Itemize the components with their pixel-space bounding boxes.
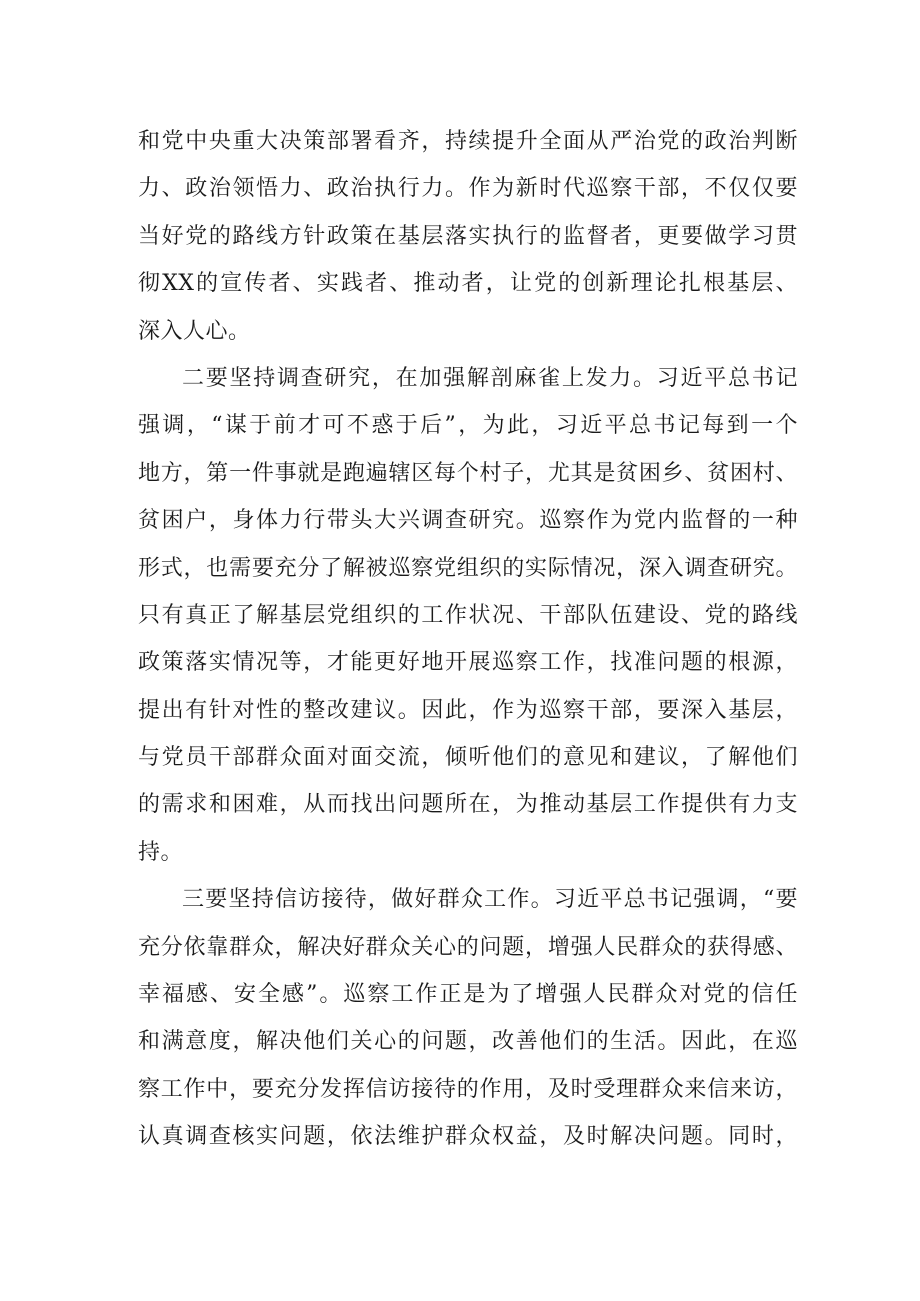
paragraph-1-line-1: 和党中央重大决策部署看齐，持续提升全面从严治党的政治判断	[138, 129, 798, 154]
document-body	[138, 118, 798, 1161]
paragraph-3-line-6: 认真调查核实问题，依法维护群众权益，及时解决问题。同时，	[138, 1124, 798, 1150]
paragraph-2-line-1: 二要坚持调查研究，在加强解剖麻雀上发力。习近平总书记	[182, 365, 798, 391]
paragraph-1-line-5: 深入人心。	[138, 318, 251, 344]
paragraph-2-line-2: 强调，“谋于前才可不惑于后”，为此，习近平总书记每到一个	[138, 413, 798, 439]
paragraph-2-line-7: 政策落实情况等，才能更好地开展巡察工作，找准问题的根源，	[138, 650, 798, 676]
paragraph-2-line-11: 持。	[138, 839, 184, 865]
paragraph-2-line-6: 只有真正了解基层党组织的工作状况、干部队伍建设、党的路线	[138, 602, 798, 628]
paragraph-3-line-3: 幸福感、安全感”。巡察工作正是为了增强人民群众对党的信任	[138, 982, 798, 1008]
paragraph-1-line-4: 彻XX的宣传者、实践者、推动者，让党的创新理论扎根基层、	[138, 271, 798, 297]
paragraph-2-line-5: 形式，也需要充分了解被巡察党组织的实际情况，深入调查研究。	[138, 555, 798, 581]
paragraph-3-line-1: 三要坚持信访接待，做好群众工作。习近平总书记强调，“要	[182, 887, 798, 913]
paragraph-1-line-3: 当好党的路线方针政策在基层落实执行的监督者，更要做学习贯	[138, 223, 798, 249]
paragraph-3-line-2: 充分依靠群众，解决好群众关心的问题，增强人民群众的获得感、	[138, 934, 798, 960]
paragraph-2-line-3: 地方，第一件事就是跑遍辖区每个村子，尤其是贫困乡、贫困村、	[138, 460, 798, 486]
paragraph-2-line-4: 贫困户，身体力行带头大兴调查研究。巡察作为党内监督的一种	[138, 508, 798, 534]
paragraph-3-line-4: 和满意度，解决他们关心的问题，改善他们的生活。因此，在巡	[138, 1029, 798, 1055]
paragraph-2-line-10: 的需求和困难，从而找出问题所在，为推动基层工作提供有力支	[138, 792, 798, 818]
paragraph-2-line-9: 与党员干部群众面对面交流，倾听他们的意见和建议，了解他们	[138, 745, 798, 771]
paragraph-3-line-5: 察工作中，要充分发挥信访接待的作用，及时受理群众来信来访，	[138, 1076, 798, 1102]
paragraph-1-line-2: 力、政治领悟力、政治执行力。作为新时代巡察干部，不仅仅要	[138, 176, 798, 202]
paragraph-2-line-8: 提出有针对性的整改建议。因此，作为巡察干部，要深入基层，	[138, 697, 798, 723]
